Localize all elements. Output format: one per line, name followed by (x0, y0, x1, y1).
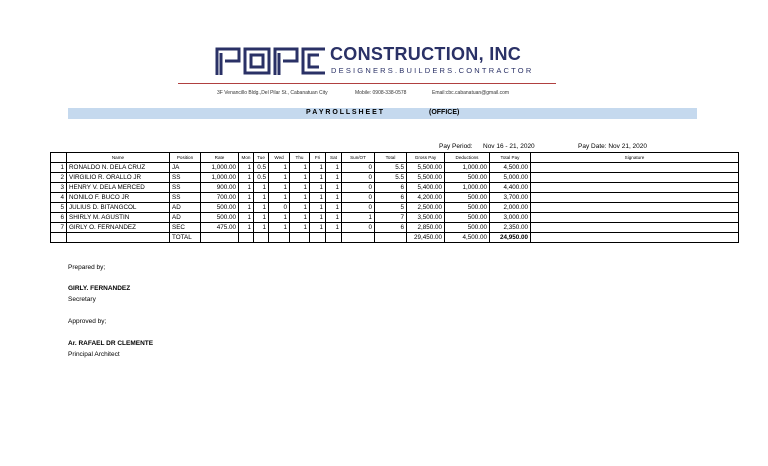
total-deductions: 4,500.00 (445, 233, 490, 243)
employee-name-cell: NONILO F. BUCO JR (67, 193, 170, 203)
total-pay-cell: 4,400.00 (490, 183, 531, 193)
col-header-signature: Signature (531, 153, 739, 163)
letterhead-divider (178, 83, 556, 84)
signature-cell (531, 183, 739, 193)
total-cell-blank (375, 233, 407, 243)
total-pay: 24,950.00 (490, 233, 531, 243)
total-cell-blank (201, 233, 239, 243)
col-header-name: Name (67, 153, 170, 163)
col-header-tue: Tue (254, 153, 269, 163)
employee-name-cell: VIRGILIO R. ORALLO JR (67, 173, 170, 183)
employee-name-cell: JULIUS D. BITANGCOL (67, 203, 170, 213)
col-header-wed: Wed (269, 153, 290, 163)
company-tagline: DESIGNERS.BUILDERS.CONTRACTOR (331, 66, 534, 75)
mon-cell: 1 (239, 193, 254, 203)
total-cell-blank (310, 233, 326, 243)
gross-pay-cell: 5,400.00 (407, 183, 445, 193)
col-header-sat: Sat (326, 153, 342, 163)
gross-pay-cell: 3,500.00 (407, 213, 445, 223)
rate-cell: 1,000.00 (201, 163, 239, 173)
table-row (51, 213, 739, 223)
fri-cell: 1 (310, 203, 326, 213)
row-number-cell: 3 (51, 183, 67, 193)
row-number-cell: 5 (51, 203, 67, 213)
total-cell-blank (239, 233, 254, 243)
rate-cell: 1,000.00 (201, 173, 239, 183)
thu-cell: 1 (290, 163, 310, 173)
tue-cell: 1 (254, 193, 269, 203)
signature-cell (531, 193, 739, 203)
approved-by-label: Approved by; (68, 318, 107, 325)
sheet-subtitle: (OFFICE) (429, 109, 460, 116)
rate-cell: 900.00 (201, 183, 239, 193)
pay-period-label: Pay Period: (439, 143, 473, 150)
row-number-cell: 2 (51, 173, 67, 183)
position-cell: SEC (170, 223, 201, 233)
approved-by-name: Ar. RAFAEL DR CLEMENTE (68, 340, 154, 347)
deductions-cell: 500.00 (445, 223, 490, 233)
rate-cell: 500.00 (201, 213, 239, 223)
gross-pay-cell: 2,850.00 (407, 223, 445, 233)
days-total-cell: 7 (375, 213, 407, 223)
col-header-rate: Rate (201, 153, 239, 163)
sat-cell: 1 (326, 223, 342, 233)
tue-cell: 0.5 (254, 173, 269, 183)
sat-cell: 1 (326, 203, 342, 213)
col-header-fri: Fri (310, 153, 326, 163)
thu-cell: 1 (290, 203, 310, 213)
sat-cell: 1 (326, 183, 342, 193)
deductions-cell: 1,000.00 (445, 183, 490, 193)
wed-cell: 1 (269, 193, 290, 203)
table-row (51, 183, 739, 193)
total-cell-blank (342, 233, 375, 243)
company-address: 3F Venancillo Bldg.,Del Pilar St., Cabanatuan City (217, 90, 328, 96)
mon-cell: 1 (239, 173, 254, 183)
col-header-deductions: Deductions (445, 153, 490, 163)
company-email: Email:cbc.cabanatuan@gmail.com (432, 90, 510, 96)
rate-cell: 700.00 (201, 193, 239, 203)
tue-cell: 1 (254, 183, 269, 193)
tue-cell: 1 (254, 203, 269, 213)
days-total-cell: 6 (375, 223, 407, 233)
thu-cell: 1 (290, 173, 310, 183)
days-total-cell: 5.5 (375, 163, 407, 173)
table-header-row (51, 153, 739, 163)
employee-name-cell: SHIRLY M. AGUSTIN (67, 213, 170, 223)
sun-ot-cell: 0 (342, 193, 375, 203)
signature-cell (531, 203, 739, 213)
employee-name-cell: RONALDO N. DELA CRUZ (67, 163, 170, 173)
total-cell-blank (254, 233, 269, 243)
mon-cell: 1 (239, 203, 254, 213)
table-total-row (51, 233, 739, 243)
col-header-sun-ot: Sun/OT (342, 153, 375, 163)
sat-cell: 1 (326, 173, 342, 183)
tue-cell: 1 (254, 223, 269, 233)
fri-cell: 1 (310, 193, 326, 203)
days-total-cell: 6 (375, 193, 407, 203)
sun-ot-cell: 0 (342, 173, 375, 183)
fri-cell: 1 (310, 163, 326, 173)
pay-date: Pay Date: Nov 21, 2020 (578, 143, 648, 150)
deductions-cell: 500.00 (445, 173, 490, 183)
wed-cell: 1 (269, 173, 290, 183)
total-cell-blank (67, 233, 170, 243)
row-number-cell: 1 (51, 163, 67, 173)
col-header-total-pay: Total Pay (490, 153, 531, 163)
position-cell: SS (170, 173, 201, 183)
row-number-cell: 7 (51, 223, 67, 233)
deductions-cell: 500.00 (445, 213, 490, 223)
table-row (51, 163, 739, 173)
tue-cell: 1 (254, 213, 269, 223)
sun-ot-cell: 0 (342, 203, 375, 213)
sat-cell: 1 (326, 213, 342, 223)
col-header-position: Position (170, 153, 201, 163)
approved-by-title: Principal Architect (68, 351, 120, 358)
rate-cell: 475.00 (201, 223, 239, 233)
table-row (51, 193, 739, 203)
deductions-cell: 1,000.00 (445, 163, 490, 173)
signature-cell (531, 163, 739, 173)
sheet-title: P A Y R O L L S H E E T (306, 109, 384, 116)
company-logo (215, 45, 327, 77)
deductions-cell: 500.00 (445, 203, 490, 213)
sun-ot-cell: 0 (342, 183, 375, 193)
company-name: CONSTRUCTION, INC (330, 44, 522, 64)
fri-cell: 1 (310, 173, 326, 183)
position-cell: SS (170, 183, 201, 193)
position-cell: SS (170, 193, 201, 203)
prepared-by-label: Prepared by; (68, 264, 106, 271)
position-cell: JA (170, 163, 201, 173)
wed-cell: 0 (269, 203, 290, 213)
gross-pay-cell: 4,200.00 (407, 193, 445, 203)
total-cell-blank (290, 233, 310, 243)
sun-ot-cell: 1 (342, 213, 375, 223)
sun-ot-cell: 0 (342, 163, 375, 173)
mon-cell: 1 (239, 183, 254, 193)
fri-cell: 1 (310, 183, 326, 193)
gross-pay-cell: 2,500.00 (407, 203, 445, 213)
thu-cell: 1 (290, 213, 310, 223)
employee-name-cell: GIRLY O. FERNANDEZ (67, 223, 170, 233)
days-total-cell: 6 (375, 183, 407, 193)
total-cell-blank (269, 233, 290, 243)
mon-cell: 1 (239, 163, 254, 173)
gross-pay-cell: 5,500.00 (407, 163, 445, 173)
signature-cell (531, 223, 739, 233)
position-cell: AD (170, 213, 201, 223)
employee-name-cell: HENRY V. DELA MERCED (67, 183, 170, 193)
table-row (51, 203, 739, 213)
thu-cell: 1 (290, 183, 310, 193)
col-header-total: Total (375, 153, 407, 163)
total-cell-blank (531, 233, 739, 243)
company-mobile: Mobile: 0908-338-0578 (355, 90, 407, 96)
pay-period-value: Nov 16 - 21, 2020 (483, 143, 535, 150)
deductions-cell: 500.00 (445, 193, 490, 203)
prepared-by-name: GIRLY. FERNANDEZ (68, 285, 131, 292)
rate-cell: 500.00 (201, 203, 239, 213)
wed-cell: 1 (269, 213, 290, 223)
sun-ot-cell: 0 (342, 223, 375, 233)
col-header-mon: Mon (239, 153, 254, 163)
total-label: TOTAL (170, 233, 201, 243)
col-header-thu: Thu (290, 153, 310, 163)
table-row (51, 223, 739, 233)
col-header-no (51, 153, 67, 163)
sat-cell: 1 (326, 163, 342, 173)
sat-cell: 1 (326, 193, 342, 203)
fri-cell: 1 (310, 213, 326, 223)
thu-cell: 1 (290, 193, 310, 203)
thu-cell: 1 (290, 223, 310, 233)
days-total-cell: 5.5 (375, 173, 407, 183)
signature-cell (531, 173, 739, 183)
total-pay-cell: 4,500.00 (490, 163, 531, 173)
prepared-by-title: Secretary (68, 296, 96, 303)
tue-cell: 0.5 (254, 163, 269, 173)
row-number-cell: 6 (51, 213, 67, 223)
fri-cell: 1 (310, 223, 326, 233)
days-total-cell: 5 (375, 203, 407, 213)
mon-cell: 1 (239, 223, 254, 233)
mon-cell: 1 (239, 213, 254, 223)
col-header-gross-pay: Gross Pay (407, 153, 445, 163)
payroll-table (50, 152, 739, 243)
total-cell-blank (326, 233, 342, 243)
signature-cell (531, 213, 739, 223)
wed-cell: 1 (269, 163, 290, 173)
total-pay-cell: 5,000.00 (490, 173, 531, 183)
gross-pay-cell: 5,500.00 (407, 173, 445, 183)
table-row (51, 173, 739, 183)
row-number-cell: 4 (51, 193, 67, 203)
wed-cell: 1 (269, 223, 290, 233)
total-pay-cell: 2,350.00 (490, 223, 531, 233)
total-pay-cell: 3,700.00 (490, 193, 531, 203)
total-pay-cell: 2,000.00 (490, 203, 531, 213)
total-pay-cell: 3,000.00 (490, 213, 531, 223)
total-gross-pay: 29,450.00 (407, 233, 445, 243)
position-cell: AD (170, 203, 201, 213)
wed-cell: 1 (269, 183, 290, 193)
total-cell-blank (51, 233, 67, 243)
